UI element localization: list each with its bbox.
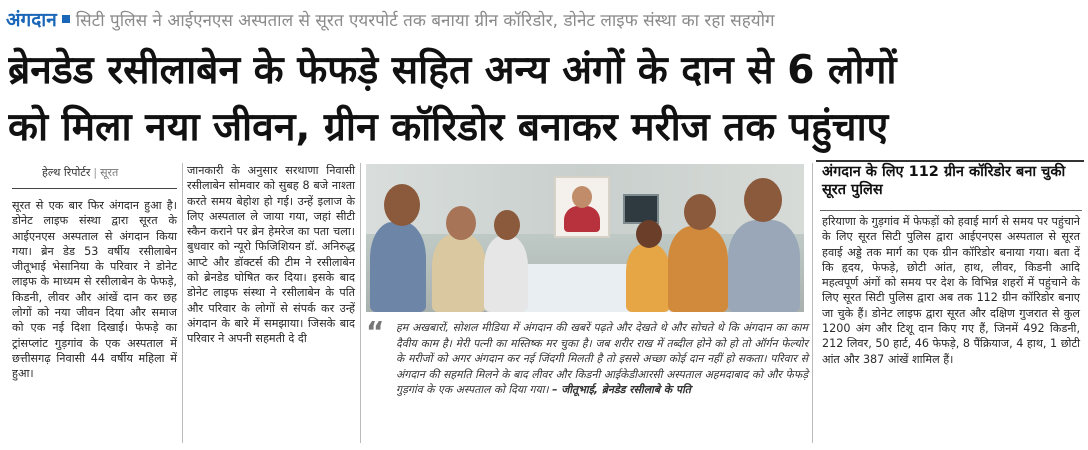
headline-line-2: को मिला नया जीवन, ग्रीन कॉरिडोर बनाकर मरीज तक पहुंचाए [8,105,889,150]
portrait-saree [564,206,600,232]
person-head [684,194,716,230]
kicker-line [6,6,1082,32]
byline [42,165,118,180]
person-head [446,206,476,240]
byline-divider [12,188,177,189]
portrait-frame [554,176,610,238]
quote-attribution: – जीतूभाई, ब्रेनडेड रसीलाबे के पति [552,383,691,397]
person-figure [432,234,486,312]
pull-quote [366,315,808,398]
quote-mark-icon: “ [366,315,385,348]
portrait-face [572,186,592,208]
news-photo [366,164,804,312]
quote-text: हम अखबारों, सोशल मीडिया में अंगदान की खबरें पढ़ते और देखते थे और सोचते थे कि अंगदान का काम दैवीय काम है। मेरी पत्नी का मस्तिष्क मर चुका है। जब शरीर राख में तब्दील होने को हो तो ऑर्गन फेल्योर के मरीजों को अगर अंगदान कर नई जिंदगी मिलती है तो इससे अच्छा कोई दान नहीं हो सकता। परिवार से अंगदान की सहमति मिलने के बाद लीवर और किडनी आईकेडीआरसी अस्पताल अहमदाबाद को और फेफड़े गुड़गांव के एक अस्पताल को दिया गया। [396,321,808,397]
person-head [384,184,420,226]
medical-monitor [623,194,659,224]
column-divider [812,163,813,443]
headline [8,42,1082,156]
kicker-tag: अंगदान [6,9,57,31]
article-column-2: जानकारी के अनुसार सरथाणा निवासी रसीलाबेन सोमवार को सुबह 8 बजे नाश्ता करते समय बेहोश हो गई। उन्हें इलाज के लिए अस्पताल ले जाया गया, जहां सीटी स्कैन कराने पर ब्रेन हेमरेज का पता चला। बुधवार को न्यूरो फिजिशियन डॉ. अनिरुद्ध आप्टे और डॉक्टर्स की टीम ने रसीलाबेन को ब्रेनडेड घोषित कर दिया। इसके बाद डोनेट लाइफ संस्था ने रसीलाबेन के पति और परिवार के लोगों से संपर्क कर उन्हें अंगदान के बारे में समझाया। जिसके बाद परिवार ने अपनी सहमती दे दी [187,164,355,346]
byline-reporter: हेल्थ रिपोर्टर [42,166,91,179]
article-column-1: सूरत से एक बार फिर अंगदान हुआ है। डोनेट लाइफ संस्था द्वारा सूरत के आईएनएस अस्पताल से अंगदान किया गया। ब्रेन डेड 53 वर्षीय रसीलाबेन जीतूभाई भेसानिया के परिवार ने डोनेट लाइफ के माध्यम से रसीलाबेन के फेफड़े, किडनी, लीवर और आंखें दान कर छह लोगों को नया जीवन दिया और समाज को एक नई दिशा दिखाई। फेफड़े का ट्रांसप्लांट गुड़गांव के एक अस्पताल में छत्तीसगढ़ निवासी 44 वर्षीय महिला में हुआ। [12,199,177,381]
kicker-text: सिटी पुलिस ने आईएनएस अस्पताल से सूरत एयरपोर्ट तक बनाया ग्रीन कॉरिडोर, डोनेट लाइफ संस्था का रहा सहयोग [75,10,775,31]
byline-city: सूरत [100,166,119,179]
sidebar-title: अंगदान के लिए 112 ग्रीन कॉरिडोर बना चुकी सूरत पुलिस [822,164,1066,198]
person-figure [626,244,670,312]
sidebar-top-rule [816,160,1084,162]
column-divider [182,163,183,443]
headline-line-1: ब्रेनडेड रसीलाबेन के फेफड़े सहित अन्य अंगों के दान से 6 लोगों [8,48,897,93]
person-head [494,210,520,240]
person-head [636,220,662,248]
person-figure [484,236,528,312]
kicker-bullet-icon [62,15,70,23]
person-figure [668,226,728,312]
person-figure [370,222,426,312]
person-head [744,178,782,222]
sidebar-title-rule [820,210,1082,211]
person-figure [728,220,800,312]
quote-body [396,320,808,398]
sidebar-text: हरियाणा के गुड़गांव में फेफड़ों को हवाई मार्ग से समय पर पहुंचाने के लिए सूरत सिटी पुलिस द्वारा आईएनएस अस्पताल से सूरत हवाई अड्डे तक मार्ग का एक ग्रीन कॉरिडोर बनाया गया। बता दें कि हृदय, फेफड़े, छोटी आंत, हाथ, लीवर, किडनी आदि महत्वपूर्ण अंगों को समय पर देश के विभिन्न शहरों में पहुंचाने के लिए सूरत सिटी पुलिस द्वारा अब तक 112 ग्रीन कॉरिडोर बनाए जा चुके हैं। डोनेट लाइफ द्वारा सूरत और दक्षिण गुजरात से कुल 1200 अंग और टिशू दान किए गए हैं, जिनमें 492 किडनी, 212 लिवर, 50 हार्ट, 46 फेफड़े, 8 पैंक्रियाज, 4 हाथ, 1 छोटी आंत और 387 आंखें शामिल हैं। [822,215,1080,366]
column-divider [360,163,361,443]
byline-separator: | [93,166,98,179]
